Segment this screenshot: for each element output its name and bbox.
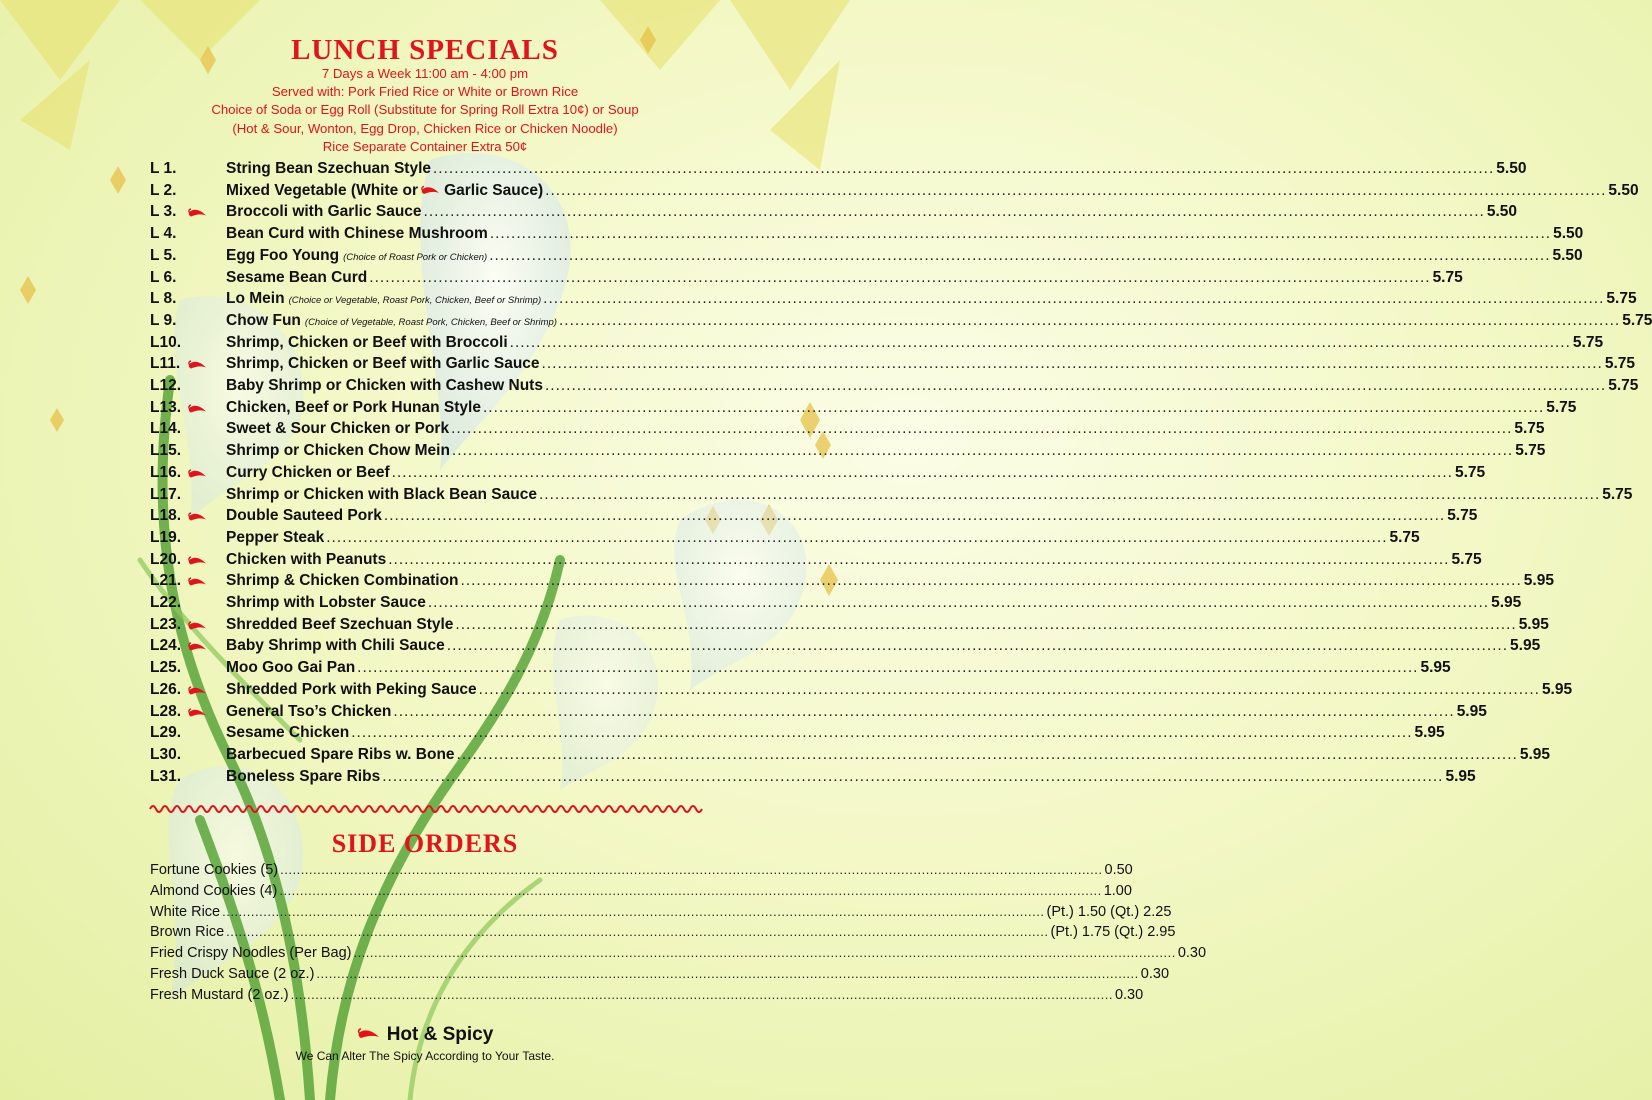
item-code: L14. xyxy=(150,420,182,438)
menu-item-row xyxy=(150,203,1517,223)
item-price: 5.95 xyxy=(1518,615,1549,633)
chili-pepper-icon xyxy=(188,707,207,720)
dot-leader: ........................................................................................................................................................................................................ xyxy=(482,398,1545,416)
item-code: L28. xyxy=(150,702,182,720)
menu-item-row xyxy=(150,659,1451,679)
dot-leader: ........................................................................................................................................................................................................ xyxy=(509,333,1571,351)
item-name-text: Sweet & Sour Chicken or Pork xyxy=(226,420,450,438)
menu-item-row xyxy=(150,420,1545,440)
menu-item-row xyxy=(150,463,1486,484)
dot-leader: ........................................................................................................................................................................................................ xyxy=(388,550,1450,568)
dot-leader: ........................................................................................................................................................................................................ xyxy=(280,862,1103,877)
item-name-text: Shredded Pork with Peking Sauce xyxy=(226,680,477,698)
item-line xyxy=(226,333,1604,352)
item-name xyxy=(226,768,380,786)
item-name xyxy=(226,312,557,330)
chili-pepper-icon xyxy=(357,1027,381,1042)
item-name xyxy=(226,290,541,308)
item-line xyxy=(226,398,1577,417)
item-line xyxy=(226,528,1420,547)
item-note: (Choice of Roast Pork or Chicken) xyxy=(343,251,488,263)
hours-line: 7 Days a Week 11:00 am - 4:00 pm xyxy=(321,66,529,81)
item-name-text-after: Garlic Sauce) xyxy=(444,181,544,199)
menu-item-row xyxy=(150,615,1549,636)
item-name-text: Shredded Beef Szechuan Style xyxy=(226,615,454,633)
chili-pepper-icon xyxy=(421,185,440,197)
side-item-name: Fresh Mustard (2 oz.) xyxy=(150,986,289,1003)
item-line xyxy=(226,290,1637,308)
item-name-text: Pepper Steak xyxy=(226,528,325,546)
item-line xyxy=(226,203,1517,221)
item-name-text: Shrimp or Chicken with Black Bean Sauce xyxy=(226,485,537,503)
chili-pepper-icon xyxy=(188,511,207,524)
item-name-text: Broccoli with Garlic Sauce xyxy=(226,203,422,221)
item-name xyxy=(226,572,459,590)
side-item-price: 1.00 xyxy=(1103,882,1132,899)
item-line xyxy=(226,702,1487,721)
side-order-row xyxy=(150,945,1207,963)
item-line xyxy=(226,485,1633,504)
item-line xyxy=(226,637,1541,655)
dot-leader: ........................................................................................................................................................................................................ xyxy=(544,377,1607,394)
item-name xyxy=(226,269,367,287)
item-line xyxy=(226,724,1445,742)
item-name xyxy=(226,681,477,699)
item-price: 5.75 xyxy=(1604,355,1635,373)
soup-options-line: (Hot & Sour, Wonton, Egg Drop, Chicken Rice or Chicken Noodle) xyxy=(232,121,618,136)
side-order-row xyxy=(150,903,1172,922)
item-price: 5.95 xyxy=(1445,767,1476,785)
item-code: L31. xyxy=(150,767,182,785)
item-code: L20. xyxy=(150,550,182,568)
menu-item-row xyxy=(150,268,1463,289)
item-price: 5.75 xyxy=(1546,398,1577,416)
menu-item-row xyxy=(150,290,1637,310)
item-price: 5.75 xyxy=(1608,377,1639,394)
menu-item-row xyxy=(150,442,1546,462)
item-price: 5.50 xyxy=(1553,225,1584,243)
item-line xyxy=(226,745,1550,764)
dot-leader: ........................................................................................................................................................................................................ xyxy=(382,767,1444,785)
dot-leader: ........................................................................................................................................................................................................ xyxy=(543,290,1605,308)
item-note: (Choice of Vegetable, Roast Pork, Chicken, Beef or Shrimp) xyxy=(304,316,557,328)
side-item-price: (Pt.) 1.75 (Qt.) 2.95 xyxy=(1050,924,1176,941)
item-code: L12. xyxy=(150,377,182,394)
item-name xyxy=(226,594,426,612)
item-name-text: Moo Goo Gai Pan xyxy=(226,659,356,677)
item-name xyxy=(226,637,445,655)
item-name-text: Shrimp or Chicken Chow Mein xyxy=(226,442,450,460)
item-price: 5.75 xyxy=(1572,333,1604,351)
side-orders-title: SIDE ORDERS xyxy=(331,829,519,858)
side-order-row xyxy=(150,882,1132,901)
item-name-text: Bean Curd with Chinese Mushroom xyxy=(226,225,488,243)
item-code: L15. xyxy=(150,442,182,460)
item-line xyxy=(226,311,1652,330)
item-name-text: General Tso’s Chicken xyxy=(226,702,392,720)
item-name-text: Shrimp & Chicken Combination xyxy=(226,572,459,590)
dot-leader: ........................................................................................................................................................................................................ xyxy=(455,615,1517,633)
item-price: 5.75 xyxy=(1602,485,1633,503)
item-code: L30. xyxy=(150,745,182,763)
item-code: L17. xyxy=(150,485,182,503)
item-code: L 8. xyxy=(150,290,177,308)
side-item-price: 0.30 xyxy=(1177,945,1207,962)
menu-item-row xyxy=(150,724,1445,744)
item-price: 5.95 xyxy=(1519,745,1550,763)
item-price: 5.75 xyxy=(1389,528,1420,546)
dot-leader: ........................................................................................................................................................................................................ xyxy=(222,903,1045,919)
item-code: L 2. xyxy=(150,181,177,199)
item-name xyxy=(226,334,508,352)
menu-item-row xyxy=(150,485,1633,506)
item-code: L22. xyxy=(150,594,182,611)
item-code: L25. xyxy=(150,659,182,677)
menu-item-row xyxy=(150,160,1527,180)
menu-item-row xyxy=(150,528,1420,549)
dot-leader: ........................................................................................................................................................................................................ xyxy=(226,924,1049,940)
item-name xyxy=(226,529,324,547)
dot-leader: ........................................................................................................................................................................................................ xyxy=(456,745,1518,763)
item-price: 5.75 xyxy=(1515,442,1546,460)
side-item-name: White Rice xyxy=(150,903,221,920)
dot-leader: ........................................................................................................................................................................................................ xyxy=(541,355,1603,373)
spicy-note: We Can Alter The Spicy According to Your Taste. xyxy=(295,1049,555,1063)
item-line xyxy=(226,442,1546,460)
item-line xyxy=(226,550,1482,569)
item-name xyxy=(226,507,382,525)
chili-pepper-icon xyxy=(188,555,207,568)
dot-leader: ........................................................................................................................................................................................................ xyxy=(538,485,1601,503)
item-name xyxy=(226,399,481,417)
item-line xyxy=(226,420,1545,438)
item-price: 5.50 xyxy=(1486,203,1517,221)
menu-item-row xyxy=(150,355,1635,375)
item-price: 5.75 xyxy=(1454,463,1486,481)
item-name-text: Shrimp, Chicken or Beef with Garlic Sauce xyxy=(226,355,540,373)
item-name xyxy=(226,377,543,395)
item-name-text: Baby Shrimp with Chili Sauce xyxy=(226,637,445,655)
dot-leader: ........................................................................................................................................................................................................ xyxy=(460,572,1522,590)
lunch-specials-title: LUNCH SPECIALS xyxy=(291,34,559,66)
item-name xyxy=(226,247,487,265)
item-line xyxy=(226,246,1583,265)
dot-leader: ........................................................................................................................................................................................................ xyxy=(433,160,1495,177)
item-price: 5.95 xyxy=(1420,659,1451,677)
served-with-line: Served with: Pork Fried Rice or White or Brown Rice xyxy=(271,84,579,99)
item-name-text: Sesame Bean Curd xyxy=(226,268,368,286)
item-line xyxy=(226,355,1635,373)
item-name xyxy=(226,724,349,742)
item-name xyxy=(226,616,453,634)
side-order-row xyxy=(150,986,1144,1005)
dot-leader: ........................................................................................................................................................................................................ xyxy=(369,268,1431,286)
item-code: L 1. xyxy=(150,160,177,177)
item-name xyxy=(226,551,386,569)
menu-item-row xyxy=(150,550,1482,571)
menu-item-row xyxy=(150,377,1639,397)
item-name xyxy=(226,703,391,721)
item-line xyxy=(226,507,1478,525)
item-price: 5.75 xyxy=(1451,550,1482,568)
item-name xyxy=(226,442,450,460)
item-name xyxy=(226,225,488,243)
item-name-text: Mixed Vegetable (White or xyxy=(226,181,419,199)
menu-item-row xyxy=(150,767,1476,788)
item-code: L11. xyxy=(150,355,181,373)
item-price: 5.95 xyxy=(1456,702,1487,720)
rice-container-line: Rice Separate Container Extra 50¢ xyxy=(322,139,528,154)
menu-item-row xyxy=(150,680,1573,701)
item-name-text: Chow Fun xyxy=(226,311,301,329)
menu-item-row xyxy=(150,181,1639,202)
side-item-price: 0.50 xyxy=(1104,862,1133,878)
dot-leader: ........................................................................................................................................................................................................ xyxy=(357,659,1419,677)
item-name-text: Egg Foo Young xyxy=(226,246,340,264)
side-item-name: Fresh Duck Sauce (2 oz.) xyxy=(150,966,315,982)
item-price: 5.50 xyxy=(1608,181,1639,199)
chili-pepper-icon xyxy=(188,576,207,589)
item-line xyxy=(226,659,1451,677)
item-code: L24. xyxy=(150,637,182,655)
item-code: L10. xyxy=(150,333,182,351)
item-line xyxy=(226,225,1584,243)
item-name-text: Baby Shrimp or Chicken with Cashew Nuts xyxy=(226,377,543,394)
item-note: (Choice or Vegetable, Roast Pork, Chicken, Beef or Shrimp) xyxy=(288,295,542,307)
chili-pepper-icon xyxy=(188,468,207,481)
menu-item-row xyxy=(150,311,1652,332)
item-price: 5.95 xyxy=(1523,572,1554,590)
chili-pepper-icon xyxy=(188,207,207,220)
item-code: L23. xyxy=(150,615,182,633)
item-name xyxy=(226,420,449,438)
item-name-text: Barbecued Spare Ribs w. Bone xyxy=(226,745,455,763)
item-price: 5.50 xyxy=(1552,246,1583,264)
chili-pepper-icon xyxy=(188,620,207,633)
item-name-text: Shrimp with Lobster Sauce xyxy=(226,594,426,611)
item-line xyxy=(226,181,1639,200)
item-line xyxy=(226,268,1463,287)
chili-pepper-icon xyxy=(188,359,207,372)
dot-leader: ........................................................................................................................................................................................................ xyxy=(290,986,1113,1002)
dot-leader: ........................................................................................................................................................................................................ xyxy=(326,528,1388,546)
wavy-divider xyxy=(150,802,700,816)
menu-item-row xyxy=(150,398,1577,419)
item-code: L 4. xyxy=(150,225,177,243)
item-price: 5.95 xyxy=(1541,680,1573,698)
item-name-text: Chicken with Peanuts xyxy=(226,550,387,568)
menu-item-row xyxy=(150,745,1550,766)
item-name-text: Double Sauteed Pork xyxy=(226,507,382,525)
spicy-legend xyxy=(0,1024,850,1046)
side-item-price: (Pt.) 1.50 (Qt.) 2.25 xyxy=(1046,903,1172,920)
item-name xyxy=(226,355,540,373)
item-price: 5.75 xyxy=(1432,268,1463,286)
item-name xyxy=(226,659,355,677)
dot-leader: ........................................................................................................................................................................................................ xyxy=(451,442,1514,460)
item-code: L 9. xyxy=(150,311,177,329)
item-code: L19. xyxy=(150,528,182,546)
dot-leader: ........................................................................................................................................................................................................ xyxy=(427,594,1490,611)
item-name xyxy=(226,486,537,504)
item-code: L16. xyxy=(150,463,182,481)
menu-item-row xyxy=(150,507,1478,527)
item-code: L21. xyxy=(150,572,182,590)
menu-item-row xyxy=(150,637,1541,657)
side-item-name: Fortune Cookies (5) xyxy=(150,862,279,878)
item-price: 5.95 xyxy=(1510,637,1541,655)
chili-pepper-icon xyxy=(188,685,207,698)
item-price: 5.95 xyxy=(1491,594,1522,611)
side-item-name: Brown Rice xyxy=(150,924,225,941)
item-line xyxy=(226,615,1549,634)
item-code: L 5. xyxy=(150,246,177,264)
item-price: 5.75 xyxy=(1622,311,1652,329)
item-price: 5.75 xyxy=(1514,420,1545,438)
item-name-text: Chicken, Beef or Pork Hunan Style xyxy=(226,398,481,416)
item-line xyxy=(226,463,1486,482)
side-item-name: Almond Cookies (4) xyxy=(150,882,278,899)
menu-item-row xyxy=(150,333,1604,354)
dot-leader: ........................................................................................................................................................................................................ xyxy=(316,966,1139,981)
dot-leader: ........................................................................................................................................................................................................ xyxy=(393,702,1455,720)
item-code: L18. xyxy=(150,507,182,525)
item-line xyxy=(226,572,1554,590)
item-name xyxy=(226,464,390,482)
item-code: L 6. xyxy=(150,268,177,286)
dot-leader: ........................................................................................................................................................................................................ xyxy=(489,246,1551,264)
item-code: L26. xyxy=(150,680,182,698)
item-price: 5.50 xyxy=(1496,160,1527,177)
menu-item-row xyxy=(150,594,1522,614)
item-name-text: Lo Mein xyxy=(226,290,285,308)
item-price: 5.75 xyxy=(1606,290,1637,308)
item-line xyxy=(226,377,1639,395)
dot-leader: ........................................................................................................................................................................................................ xyxy=(383,507,1446,525)
choice-line: Choice of Soda or Egg Roll (Substitute for Spring Roll Extra 10¢) or Soup xyxy=(211,102,639,117)
menu-item-row xyxy=(150,225,1584,245)
item-line xyxy=(226,594,1522,612)
item-name xyxy=(226,746,455,764)
item-code: L 3. xyxy=(150,203,177,221)
dot-leader: ........................................................................................................................................................................................................ xyxy=(353,945,1176,961)
side-order-row xyxy=(150,862,1133,880)
side-item-price: 0.30 xyxy=(1140,966,1170,982)
dot-leader: ........................................................................................................................................................................................................ xyxy=(545,181,1607,199)
dot-leader: ........................................................................................................................................................................................................ xyxy=(558,311,1621,329)
side-order-row xyxy=(150,966,1170,984)
item-name-text: Boneless Spare Ribs xyxy=(226,767,381,785)
side-item-name: Fried Crispy Noodles (Per Bag) xyxy=(150,945,352,962)
item-name-text: Curry Chicken or Beef xyxy=(226,463,390,481)
item-price: 5.75 xyxy=(1447,507,1478,525)
dot-leader: ........................................................................................................................................................................................................ xyxy=(279,882,1102,898)
item-name xyxy=(226,182,543,200)
dot-leader: ........................................................................................................................................................................................................ xyxy=(489,225,1552,243)
legend-label: Hot & Spicy xyxy=(386,1024,494,1045)
dot-leader: ........................................................................................................................................................................................................ xyxy=(423,203,1485,221)
chili-pepper-icon xyxy=(188,641,207,654)
dot-leader: ........................................................................................................................................................................................................ xyxy=(351,724,1413,742)
dot-leader: ........................................................................................................................................................................................................ xyxy=(446,637,1509,655)
item-name-text: Sesame Chicken xyxy=(226,724,350,742)
chili-pepper-icon xyxy=(188,403,207,416)
menu-item-row xyxy=(150,702,1487,723)
item-line xyxy=(226,680,1573,699)
dot-leader: ........................................................................................................................................................................................................ xyxy=(391,463,1453,481)
item-line xyxy=(226,767,1476,786)
item-name-text: Shrimp, Chicken or Beef with Broccoli xyxy=(226,333,508,351)
item-name-text: String Bean Szechuan Style xyxy=(226,160,431,177)
side-order-row xyxy=(150,924,1176,942)
side-item-price: 0.30 xyxy=(1114,986,1144,1003)
item-price: 5.95 xyxy=(1414,724,1445,742)
item-code: L29. xyxy=(150,724,182,742)
dot-leader: ........................................................................................................................................................................................................ xyxy=(478,680,1540,698)
item-name xyxy=(226,203,422,221)
item-line xyxy=(226,160,1527,178)
menu-item-row xyxy=(150,572,1554,592)
item-code: L13. xyxy=(150,398,182,416)
item-name xyxy=(226,160,431,178)
menu-item-row xyxy=(150,246,1583,267)
dot-leader: ........................................................................................................................................................................................................ xyxy=(451,420,1513,438)
